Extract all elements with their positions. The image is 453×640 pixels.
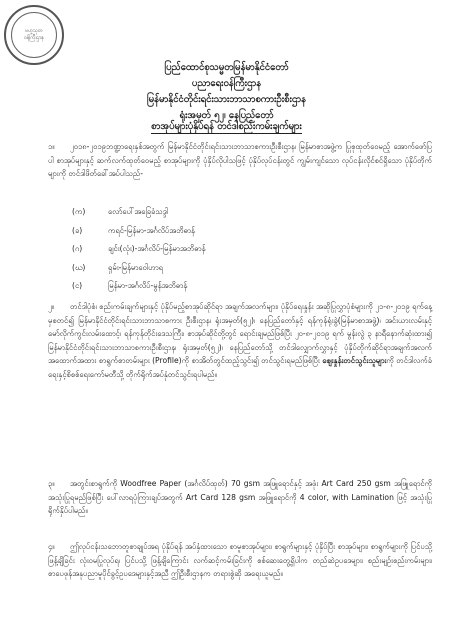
list-text: မြန်မာ-အင်္ဂလိပ်-မွန်အဘိဓာန် (108, 281, 188, 290)
paragraph-2 (48, 300, 432, 382)
department-seal (4, 5, 64, 65)
subject-text: စာအုပ်များပုံနှိပ်ရန် တင်ဒါစည်းကမ်းချက်များ (151, 121, 302, 132)
letterhead (90, 60, 363, 124)
letterhead-line-2: ပညာရေးဝန်ကြီးဌာန (191, 78, 262, 89)
seal-text-2: ဝန်ကြီးဌာန (24, 35, 44, 41)
list-marker: (င) (72, 281, 83, 290)
list-item (72, 203, 412, 222)
paragraph-text-end: ကို တင်ဒါလက်ခံရေးနှင့်စိစစ်ရေးကော်မတီသို့ တိုက်ရိုက်အပ်နှံတင်သွင်းရပါမည်။ (48, 356, 432, 379)
list-marker: (ဂ) (72, 244, 83, 253)
letterhead-line-4: ရုံးအမှတ် ၅၂၊ နေပြည်တော် (179, 110, 274, 121)
paragraph-text: ၂၀၁၈-၂၀၁၉ဘဏ္ဍာရေးနှစ်အတွက် မြန်မာနိုင်ငံတိုင်းရင်းသားဘာသာစကားဦးစီးဌာန၊ မြန်မာစာအဖွဲ့က ပြုစုထုတ်ဝေမည့် အောက်ဖော်ပြပါ စာအုပ်များနှင့် ဆက်လက်ထုတ်ဝေမည့် စာအုပ်များကို ပုံနှိပ်လိုပါသဖြင့် ပုံနှိပ်လုပ်ငန်းတွင် ကျွမ်းကျင်သော လုပ်ငန်းလိုင်စင်ရှိသော ပုံနှိပ်တိုက်များကို တင်ဒါဖိတ်ခေါ်အပ်ပါသည်- (48, 142, 432, 179)
paragraph-3 (48, 477, 432, 518)
list-item (72, 277, 412, 296)
paragraph-text: အတွင်းစာရွက်ကို Woodfree Paper (အင်္ဂလိပ်ထုတ်) 70 gsm အဖြူရောင်နှင့် အဖုံး Art Card 250 gsm အဖြူရောင်ကို အသုံးပြုရမည်ဖြစ်ပြီး ပေါ်လာရပုံကြားချပ်အတွက် Art Card 128 gsm အဖြူရောင်ကို 4 color, with Lamination ဖြင့် အသုံးပြုရိုက်နှိပ်ပါမည်။ (48, 479, 432, 516)
list-marker: (ခ) (72, 225, 83, 235)
paragraph-number: ၃။ (48, 479, 55, 488)
list-text: လော်ပေါ်အခြေခံသဒ္ဒါ (108, 207, 168, 216)
seal-emblem (11, 12, 57, 58)
list-text: ကရင်-မြန်မာ-အင်္ဂလိပ်အဘိဓာန် (108, 225, 195, 235)
letterhead-line-3: မြန်မာနိုင်ငံတိုင်းရင်းသားဘာသာစကားဦးစီးဌာန (147, 94, 306, 105)
list-text: ချင်း(လုံး)-အင်္ဂလိပ်-မြန်မာအဘိဓာန် (108, 244, 206, 253)
list-marker: (ဃ) (72, 262, 86, 272)
seal-text-1: ဗဟုသုတ (25, 28, 43, 34)
paragraph-1 (48, 140, 432, 181)
list-text: ရှမ်း-မြန်မာဝေါဟာရ (108, 262, 163, 272)
paragraph-emphasis: ဈေးနှုန်းတင်သွင်းသူများ (322, 356, 387, 366)
list-marker: (က) (72, 207, 86, 216)
list-item (72, 222, 412, 241)
paragraph-text: ဤလုပ်ငန်းသဘောတူစာချုပ်အရ ပုံနှိပ်ရန် အပ်နှံထားသော စာမူစာအုပ်များ၊ စာရွက်များနှင့် ပုံနှိပ်ပြီး စာအုပ်များ၊ စာရွက်များကို ပြင်ပသို့ ဖြန့်ချိခြင်း လုံးဝမပြုလုပ်ရ၊ ပြင်ပသို့ ဖြန့်ချိကြောင်း လက်ဆင့်ကမ်းခြင်းကို စစ်ဆေးတွေ့ရှိပါက တည်ဆဲဥပဒေများ၊ စည်းမျဉ်းစည်းကမ်းများ၊ စာပေဖုန်အနုပညာမူပိုင်ခွင့်ဥပဒေများနှင့်အညီ ဤဦးစီးဌာနက တရားစွဲဆို အရေးယူမည်။ (48, 542, 432, 579)
paragraph-number: ၂။ (48, 302, 55, 311)
list-item (72, 259, 412, 278)
letterhead-line-1: ပြည်ထောင်စုသမ္မတမြန်မာနိုင်ငံတော် (164, 62, 289, 73)
document-subject (90, 120, 363, 134)
book-list (72, 203, 412, 296)
paragraph-text: တင်ဒါပုံစံ၊ စည်းကမ်းချက်များနှင့် ပုံနှိပ်မည့်စာအုပ်ဆိုင်ရာ အချက်အလက်များ၊ ပုံနှိပ်ရေးနှုန်း အဆိုပြုလွှာပုံစံများကို ၂၁-၈-၂၀၁၉ ရက်နေ့မှစတင်၍ မြန်မာနိုင်ငံတိုင်းရင်းသားဘာသာစကား ဦးစီးဌာန၊ ရုံးအမှတ်(၅၂)၊ နေပြည်တော်နှင့် ရန်ကုန်ရုံးခွဲ(မြန်မာစာအဖွဲ့)၊ အင်းယားလမ်းနှင့် မော်လိုက်ကွင်းလမ်းထောင့်၊ ရန်ကုန်တိုင်းဒေသကြီး၊ စာအုပ်ဆိုင်တို့တွင် ရောင်းချမည်ဖြစ်ပြီး ၂၀-၈-၂၀၁၉ ရက် မွန်းလွဲ ၃ နာရီနောက်ဆုံးထား၍ မြန်မာနိုင်ငံတိုင်းရင်းသားဘာသာစကားဦးစီးဌာန၊ ရုံးအမှတ်(၅၂)၊ နေပြည်တော်သို့ တင်ဒါလျှောက်လွှာနှင့် ပုံနှိပ်တိုက်ဆိုင်ရာအချက်အလက် အထောက်အထား စာရွက်စာတမ်းများ (Profile)ကို စာအိတ်တွင်ထည့်သွင်း၍ တင်သွင်းရမည်ဖြစ်ပြီး (48, 302, 432, 366)
paragraph-number: ၁။ (48, 142, 55, 151)
paragraph-number: ၄။ (48, 542, 55, 551)
list-item (72, 240, 412, 259)
paragraph-4 (48, 540, 432, 581)
